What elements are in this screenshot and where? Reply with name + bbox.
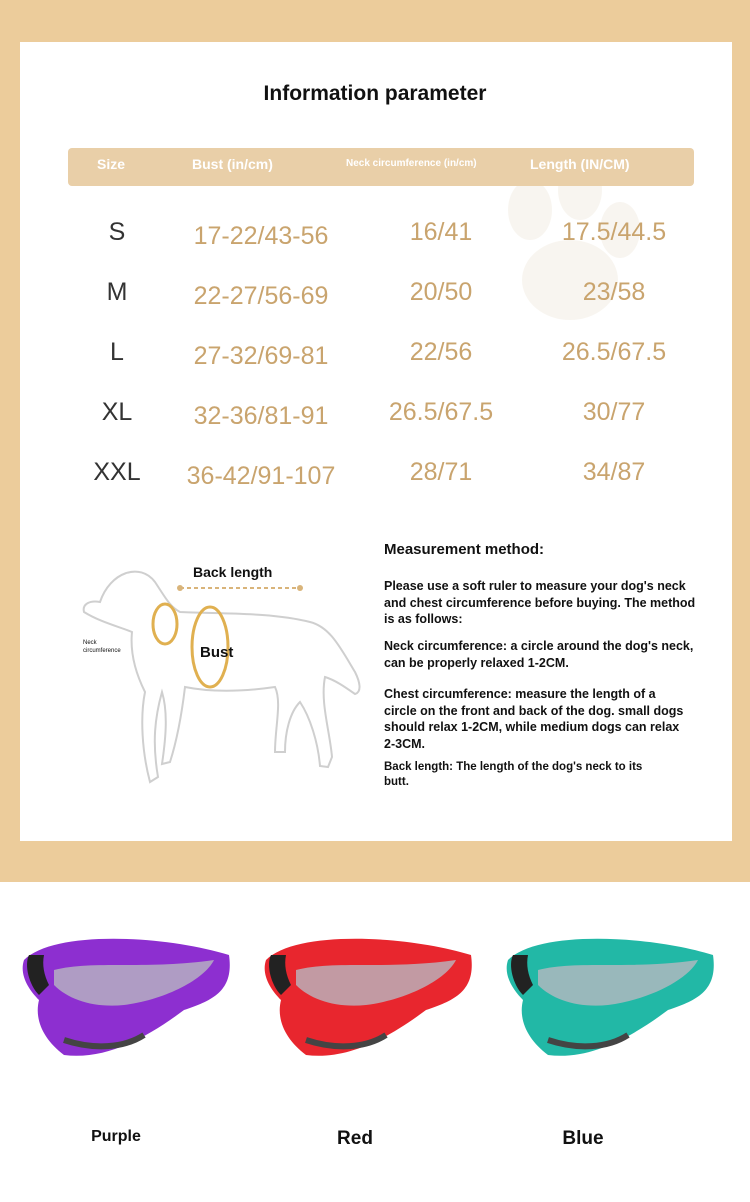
blue-coat-image [498, 930, 718, 1070]
bust-cell: 36-42/91-107 [186, 462, 336, 490]
table-row [0, 218, 750, 278]
header-size: Size [97, 156, 126, 172]
length-cell: 23/58 [582, 278, 646, 306]
neck-label-line1: Neck [83, 640, 97, 646]
neck-method-paragraph: Neck circumference: a circle around the dog's neck, can be properly relaxed 1-2CM. [384, 639, 694, 670]
size-cell: M [106, 278, 128, 306]
method-paragraph: Please use a soft ruler to measure your dog's neck and chest circumference before buying. The method is as follows: [384, 579, 696, 626]
table-row [0, 338, 750, 398]
table-row [0, 398, 750, 458]
length-cell: 34/87 [582, 458, 646, 486]
red-coat-image [256, 930, 476, 1070]
bust-label: Bust [200, 644, 234, 661]
length-cell: 30/77 [582, 398, 646, 426]
back-length-label: Back length [193, 564, 273, 580]
header-length: Length (IN/CM) [530, 156, 630, 172]
size-table-header [68, 148, 694, 186]
dog-measurement-figure [70, 552, 370, 802]
table-row [0, 458, 750, 518]
purple-coat-image [14, 930, 234, 1070]
bust-cell: 17-22/43-56 [193, 222, 329, 250]
neck-cell: 20/50 [409, 278, 473, 306]
bust-cell: 22-27/56-69 [193, 282, 329, 310]
header-bust: Bust (in/cm) [192, 156, 273, 172]
back-length-method-paragraph: Back length: The length of the dog's neck to its butt. [384, 761, 643, 788]
color-label-purple: Purple [91, 1128, 141, 1145]
neck-cell: 22/56 [409, 338, 473, 366]
length-cell: 26.5/67.5 [561, 338, 667, 366]
length-cell: 17.5/44.5 [561, 218, 667, 246]
color-label-red: Red [337, 1128, 373, 1149]
bust-cell: 32-36/81-91 [193, 402, 329, 430]
size-cell: L [110, 338, 124, 366]
table-row [0, 278, 750, 338]
neck-label-line2: circumference [83, 648, 121, 654]
dog-outline-icon [70, 552, 370, 802]
neck-cell: 28/71 [409, 458, 473, 486]
size-cell: XL [101, 398, 133, 426]
neck-cell: 16/41 [409, 218, 473, 246]
header-neck: Neck circumference (in/cm) [346, 158, 477, 169]
page-title: Information parameter [263, 82, 487, 105]
bust-cell: 27-32/69-81 [193, 342, 329, 370]
method-title: Measurement method: [384, 541, 545, 558]
chest-method-paragraph: Chest circumference: measure the length of a circle on the front and back of the dog. small dogs should relax 1-2CM, while medium dogs can relax 2-3CM. [384, 687, 684, 751]
color-label-blue: Blue [562, 1128, 604, 1149]
size-cell: XXL [93, 458, 141, 486]
neck-cell: 26.5/67.5 [388, 398, 494, 426]
size-cell: S [108, 218, 126, 246]
